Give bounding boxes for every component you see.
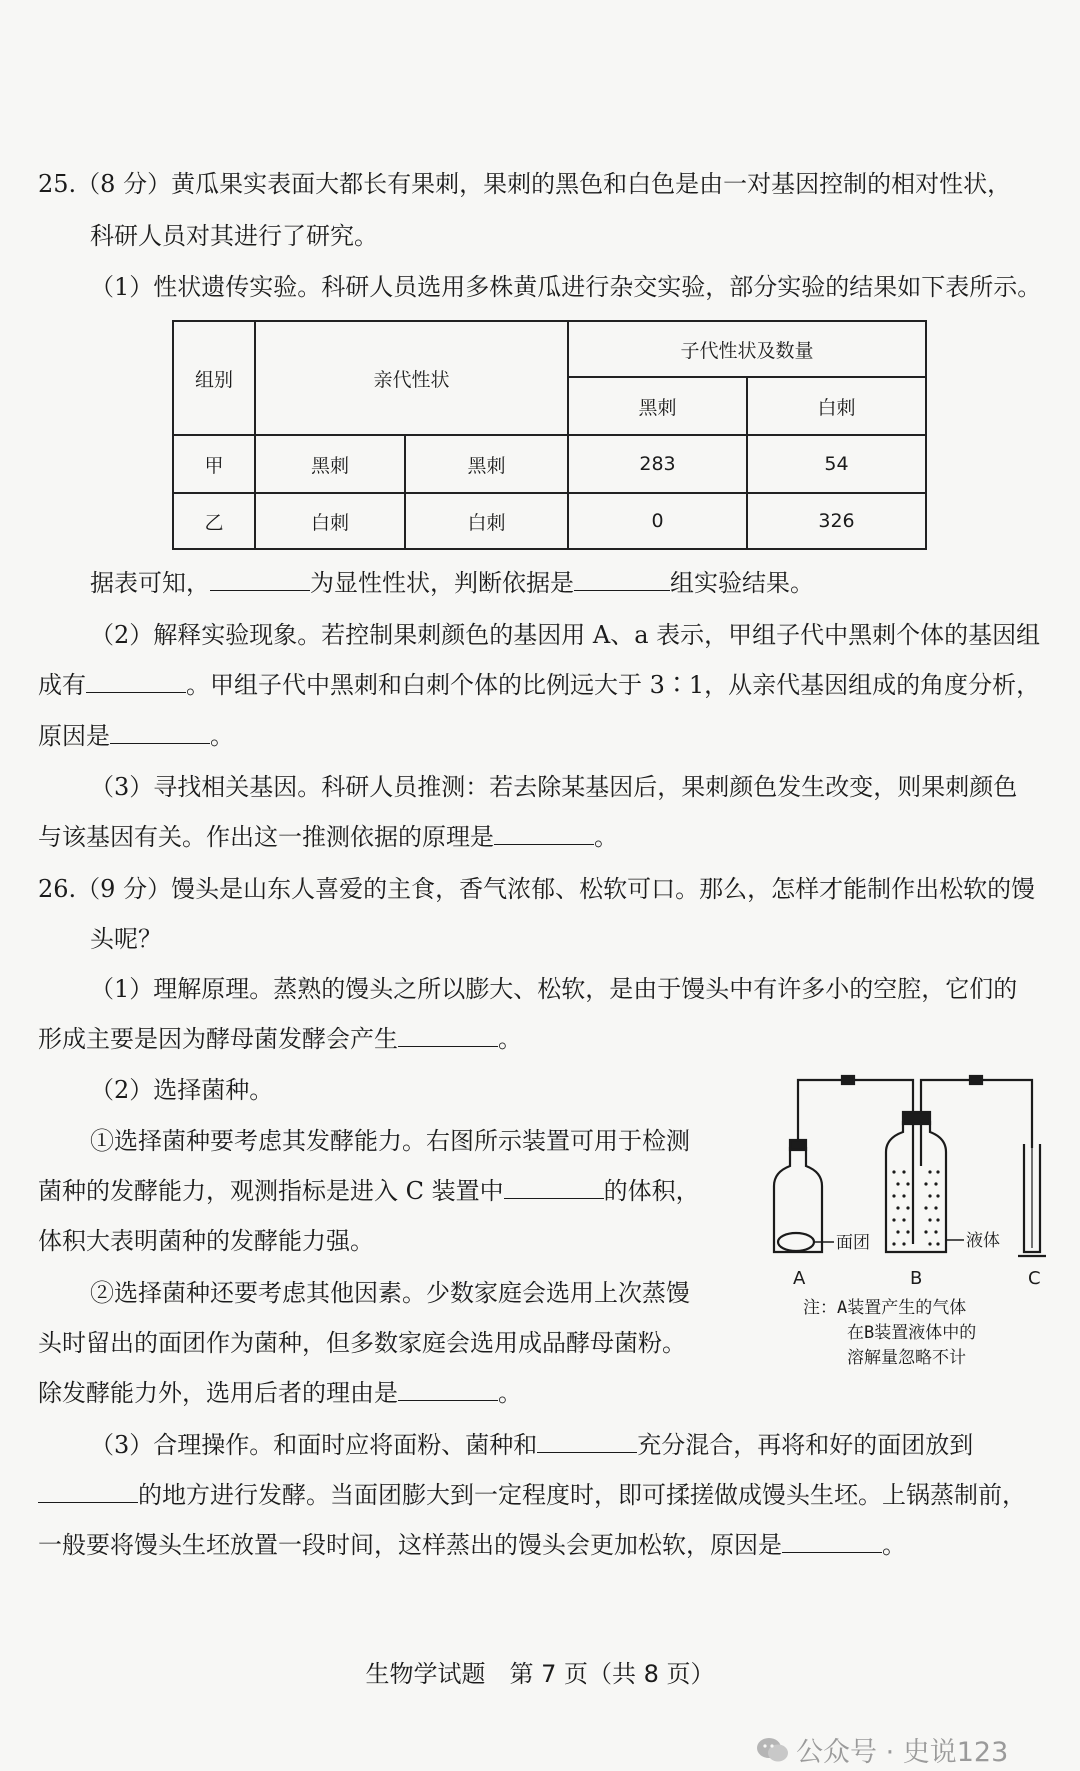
header-offspring: 子代性状及数量	[568, 321, 926, 377]
q26-part3-line1	[90, 1428, 973, 1462]
cell-group: 甲	[173, 435, 255, 493]
text-segment: 的地方进行发酵。当面团膨大到一定程度时，即可揉搓做成馒头生坯。上锅蒸制前，	[138, 1481, 1026, 1509]
answer-blank[interactable]	[504, 1176, 604, 1199]
text-segment: 原因是	[38, 722, 110, 750]
label-bottle-a: A	[793, 1268, 806, 1289]
text-segment: 成有	[38, 671, 86, 699]
table-row	[173, 435, 926, 493]
q25-stem-line1: 25.（8 分）黄瓜果实表面大都长有果刺，果刺的黑色和白色是由一对基因控制的相对性状，	[38, 170, 1012, 198]
figure-note-line: 溶解量忽略不计	[847, 1348, 966, 1368]
cell-black: 0	[568, 493, 747, 549]
header-parent: 亲代性状	[255, 321, 568, 435]
q26-part3-line3	[38, 1528, 906, 1562]
text-segment: 的体积，	[603, 1177, 700, 1205]
q26-part2-ii-line3	[38, 1376, 522, 1410]
text-segment: 。	[498, 1379, 522, 1407]
label-liquid: 液体	[966, 1231, 1000, 1251]
answer-blank[interactable]	[398, 1378, 498, 1401]
label-dough: 面团	[836, 1233, 870, 1253]
liquid-dots	[892, 1170, 939, 1245]
header-white: 白刺	[747, 377, 926, 435]
answer-blank[interactable]	[86, 670, 186, 693]
q25-part2-line2	[38, 668, 1040, 702]
cell-group: 乙	[173, 493, 255, 549]
text-segment: 据表可知，	[90, 569, 210, 597]
text-segment: 为显性性状，判断依据是	[310, 569, 574, 597]
header-black: 黑刺	[568, 377, 747, 435]
q26-part3-line2	[38, 1478, 1026, 1512]
q25-part2-line3	[38, 719, 234, 753]
cell-parent2: 黑刺	[405, 435, 568, 493]
cell-black: 283	[568, 435, 747, 493]
q25-part3-line1: （3）寻找相关基因。科研人员推测：若去除某基因后，果刺颜色发生改变，则果刺颜色	[90, 773, 1018, 801]
text-segment: 。	[210, 722, 234, 750]
q26-stem-line2: 头呢？	[90, 925, 162, 953]
header-group: 组别	[173, 321, 255, 435]
watermark-text: 公众号 · 史说123	[796, 1737, 1009, 1768]
text-segment: 。	[882, 1531, 906, 1559]
q26-part2-i-line2	[38, 1174, 700, 1208]
q25-stem-line2: 科研人员对其进行了研究。	[90, 222, 378, 250]
q25-part1-intro: （1）性状遗传实验。科研人员选用多株黄瓜进行杂交实验，部分实验的结果如下表所示。	[90, 273, 1042, 301]
results-table	[172, 320, 927, 550]
label-cylinder-c: C	[1028, 1268, 1041, 1289]
figure-note-line: 在B装置液体中的	[847, 1323, 977, 1343]
q26-part2-title: （2）选择菌种。	[90, 1076, 274, 1104]
q25-part2-line1: （2）解释实验现象。若控制果刺颜色的基因用 A、a 表示，甲组子代中黑刺个体的基因组	[90, 621, 1041, 649]
q25-after-table	[90, 566, 814, 600]
q26-stem-line1: 26.（9 分）馒头是山东人喜爱的主食，香气浓郁、松软可口。那么，怎样才能制作出松软的馒	[38, 875, 1036, 903]
cell-parent2: 白刺	[405, 493, 568, 549]
answer-blank[interactable]	[782, 1530, 882, 1553]
cell-white: 54	[747, 435, 926, 493]
answer-blank[interactable]	[537, 1430, 637, 1453]
answer-blank[interactable]	[398, 1024, 498, 1047]
text-segment: （3）合理操作。和面时应将面粉、菌种和	[90, 1431, 538, 1459]
figure-note	[803, 1296, 976, 1371]
text-segment: 菌种的发酵能力，观测指标是进入 C 装置中	[38, 1177, 504, 1205]
cell-parent1: 黑刺	[255, 435, 405, 493]
watermark	[756, 1730, 1008, 1771]
answer-blank[interactable]	[38, 1480, 138, 1503]
q26-part2-ii-line1: ②选择菌种还要考虑其他因素。少数家庭会选用上次蒸馒	[90, 1279, 690, 1307]
q25-part3-line2	[38, 820, 618, 854]
figure-note-line: 注：A装置产生的气体	[803, 1298, 967, 1318]
text-segment: 充分混合，再将和好的面团放到	[637, 1431, 974, 1459]
text-segment: 形成主要是因为酵母菌发酵会产生	[38, 1025, 398, 1053]
text-segment: 。	[498, 1025, 522, 1053]
q26-part2-i-line1: ①选择菌种要考虑其发酵能力。右图所示装置可用于检测	[90, 1127, 690, 1155]
answer-blank[interactable]	[574, 568, 670, 591]
answer-blank[interactable]	[110, 721, 210, 744]
page-footer: 生物学试题 第 7 页（共 8 页）	[365, 1660, 715, 1688]
q26-part1-line2	[38, 1022, 522, 1056]
text-segment: 一般要将馒头生坯放置一段时间，这样蒸出的馒头会更加松软，原因是	[38, 1531, 782, 1559]
text-segment: 与该基因有关。作出这一推测依据的原理是	[38, 823, 494, 851]
text-segment: 。	[594, 823, 618, 851]
label-bottle-b: B	[910, 1268, 923, 1289]
q26-part2-ii-line2: 头时留出的面团作为菌种，但多数家庭会选用成品酵母菌粉。	[38, 1329, 686, 1357]
q26-part2-i-line3: 体积大表明菌种的发酵能力强。	[38, 1227, 374, 1255]
text-segment: 组实验结果。	[670, 569, 814, 597]
cell-white: 326	[747, 493, 926, 549]
table-row	[173, 493, 926, 549]
answer-blank[interactable]	[210, 568, 310, 591]
cell-parent1: 白刺	[255, 493, 405, 549]
text-segment: 除发酵能力外，选用后者的理由是	[38, 1379, 398, 1407]
fermentation-apparatus-diagram	[770, 1068, 1060, 1298]
q26-part1-line1: （1）理解原理。蒸熟的馒头之所以膨大、松软，是由于馒头中有许多小的空腔，它们的	[90, 975, 1018, 1003]
answer-blank[interactable]	[494, 822, 594, 845]
text-segment: 。甲组子代中黑刺和白刺个体的比例远大于 3∶1，从亲代基因组成的角度分析，	[186, 671, 1041, 699]
